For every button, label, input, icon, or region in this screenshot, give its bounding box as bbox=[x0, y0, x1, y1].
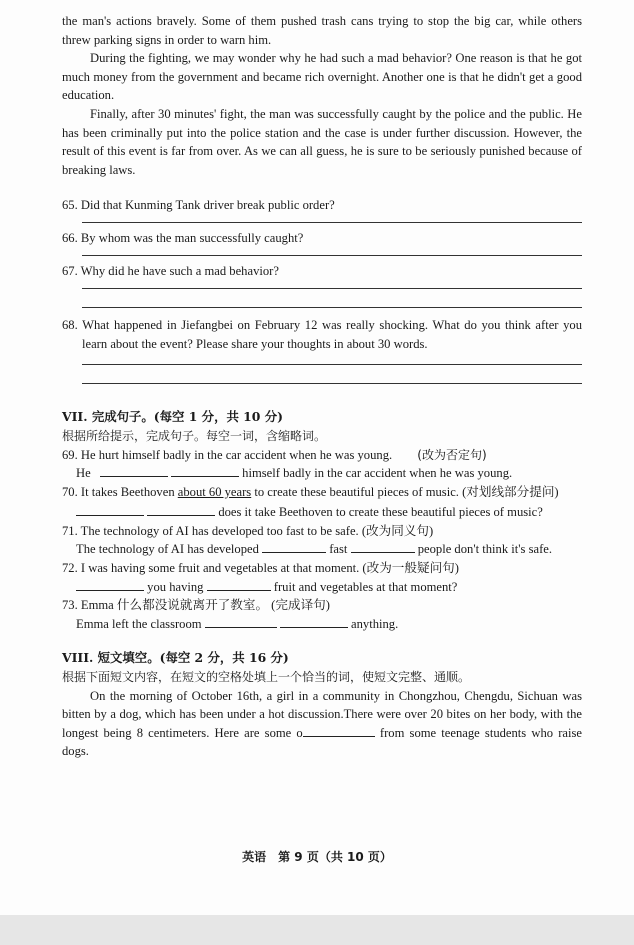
q72-answer-end: fruit and vegetables at that moment? bbox=[273, 579, 458, 594]
answer-line-67a[interactable] bbox=[82, 288, 582, 289]
q73-answer-start: Emma left the classroom bbox=[76, 616, 202, 631]
answer-line-66[interactable] bbox=[82, 255, 582, 256]
q70-answer bbox=[62, 503, 582, 522]
q69-answer-end: himself badly in the car accident when he was young. bbox=[242, 466, 513, 481]
q70-blank-1[interactable] bbox=[76, 503, 144, 516]
q73-blank-2[interactable] bbox=[280, 615, 348, 628]
answer-line-67b[interactable] bbox=[82, 307, 582, 308]
q72-answer bbox=[62, 578, 582, 597]
q70-answer-end: does it take Beethoven to create these beautiful pieces of music? bbox=[218, 505, 543, 520]
page-content bbox=[62, 12, 582, 761]
q72-answer-mid: you having bbox=[147, 579, 204, 594]
section-7-instruction: 根据所给提示，完成句子。每空一词，含缩略词。 bbox=[62, 428, 327, 443]
q71-blank-2[interactable] bbox=[351, 540, 415, 553]
q71-blank-1[interactable] bbox=[262, 540, 326, 553]
q72-prompt: 72. I was having some fruit and vegetables at that moment. (改为一般疑问句) bbox=[62, 561, 459, 576]
passage-paragraph-3: Finally, after 30 minutes' fight, the man was successfully caught by the police and the public. He has been criminally put into the police station and the case is under further discussion. However, the result of this event is far from over. As we can all guess, he is sure to be seriously punished because of breaking laws. bbox=[62, 106, 582, 177]
question-67: 67. Why did he have such a mad behavior? bbox=[62, 263, 279, 278]
section-8-title: VIII. 短文填空。(每空 2 分，共 16 分) bbox=[62, 650, 289, 666]
q71-answer-end: people don't think it's safe. bbox=[417, 542, 553, 557]
q70-text-post: to create these beautiful pieces of music. (对划线部分提问) bbox=[251, 484, 559, 499]
q70-underlined: about 60 years bbox=[177, 484, 252, 499]
q71-answer-start: The technology of AI has developed bbox=[76, 542, 259, 557]
q72-blank-1[interactable] bbox=[76, 578, 144, 591]
q71-answer bbox=[62, 540, 582, 559]
section-8-passage bbox=[62, 687, 582, 761]
page-footer: 英语 第 9 页（共 10 页） bbox=[242, 850, 392, 864]
q70-prompt bbox=[62, 483, 582, 502]
section-8-instruction: 根据下面短文内容，在短文的空格处填上一个恰当的词，使短文完整、通顺。 bbox=[62, 670, 471, 685]
q69-blank-1[interactable] bbox=[100, 464, 168, 477]
answer-line-68b[interactable] bbox=[82, 383, 582, 384]
answer-line-68a[interactable] bbox=[82, 364, 582, 365]
answer-line-65[interactable] bbox=[82, 222, 582, 223]
q69-text: 69. He hurt himself badly in the car accident when he was young. bbox=[62, 447, 393, 462]
q70-text-pre: 70. It takes Beethoven bbox=[62, 484, 178, 499]
q69-answer bbox=[62, 464, 582, 483]
q73-blank-1[interactable] bbox=[205, 615, 277, 628]
passage-paragraph-2: During the fighting, we may wonder why he had such a mad behavior? One reason is that he got much money from the government and became rich overnight. Another one is that he didn't get a good education. bbox=[62, 51, 582, 103]
section-7-title: VII. 完成句子。(每空 1 分，共 10 分) bbox=[62, 409, 283, 425]
question-65: 65. Did that Kunming Tank driver break public order? bbox=[62, 198, 335, 213]
q69-answer-start: He bbox=[76, 466, 91, 481]
section-8-blank-1[interactable] bbox=[303, 724, 375, 737]
section-8-text-pre: On the morning of October 16th, a girl in a community in Chongzhou, Chengdu, Sichuan was bitten by a dog, which has been under a hot discussion.There were over 20 bites on her body, with the longest being 8 centimeters. Here are some o bbox=[62, 688, 582, 740]
scanner-bottom-strip bbox=[0, 915, 634, 945]
q69-prompt bbox=[62, 446, 582, 465]
q69-blank-2[interactable] bbox=[171, 464, 239, 477]
q73-prompt: 73. Emma 什么都没说就离开了教室。 (完成译句) bbox=[62, 598, 330, 613]
q71-prompt: 71. The technology of AI has developed too fast to be safe. (改为同义句) bbox=[62, 523, 434, 538]
q70-blank-2[interactable] bbox=[147, 503, 215, 516]
q69-hint: (改为否定句) bbox=[417, 447, 487, 462]
section-8-text-post: from some teenage students who raise dogs. bbox=[62, 725, 582, 759]
question-66: 66. By whom was the man successfully caught? bbox=[62, 230, 304, 245]
passage-line-1: the man's actions bravely. Some of them pushed trash cans trying to stop the big car, while others threw parking signs in order to warn him. bbox=[62, 14, 582, 47]
q72-blank-2[interactable] bbox=[207, 578, 271, 591]
question-68: 68. What happened in Jiefangbei on February 12 was really shocking. What do you think after you learn about the event? Please share your thoughts in about 30 words. bbox=[62, 318, 582, 351]
q73-answer bbox=[62, 615, 582, 634]
q73-answer-end: anything. bbox=[351, 616, 399, 631]
q71-answer-mid: fast bbox=[329, 542, 348, 557]
